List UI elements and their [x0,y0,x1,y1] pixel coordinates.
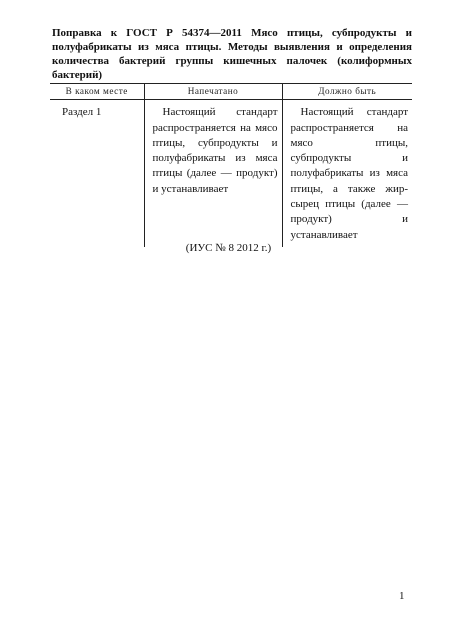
correction-title: Поправка к ГОСТ Р 54374—2011 Мясо птицы, субпродукты и полуфабрикаты из мяса птицы. Методы выявления и определения количества бактерий группы кишечных палочек (колиформных бактерий) [52,27,412,81]
table-header-row [50,84,412,100]
cell-location: Раздел 1 [62,106,102,119]
correction-table [50,83,412,247]
header-location: В каком месте [50,84,144,100]
cell-printed: Настоящий стандарт распространяется на мясо птицы, субпродукты и полуфабрикаты из мяса птицы (далее — продукт) и устанавливает [144,100,282,247]
table-row [50,100,412,247]
page-number: 1 [399,590,405,602]
cell-should-be: Настоящий стандарт распространяется на мясо птицы, субпродукты и полуфабрикаты из мяса птицы, а также жир-сырец птицы (далее — продукт) и устанавливает [282,100,412,247]
header-printed: Напечатано [144,84,282,100]
header-should-be: Должно быть [282,84,412,100]
ius-reference: (ИУС № 8 2012 г.) [185,242,272,254]
